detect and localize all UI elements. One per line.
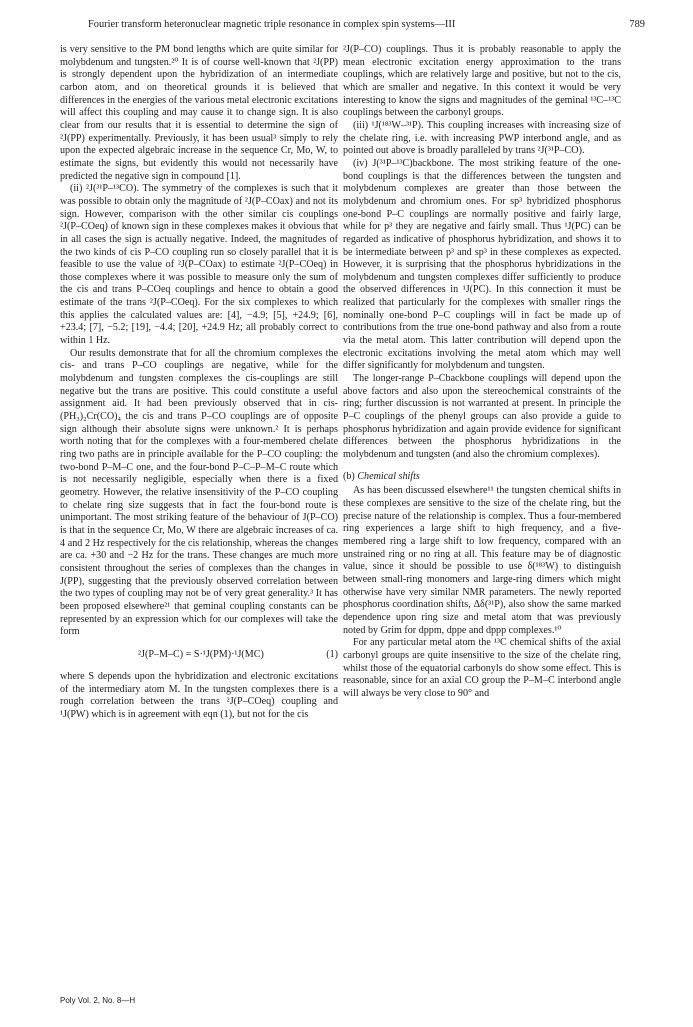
paragraph: where S depends upon the hybridization and electronic excitations of the intermediary atom M. In the tungsten complexes there is a rough correlation between the trans ²J(P–COeq) coupling and ¹J(PW) which is in agreement with eqn (1), but not for the cis — [60, 670, 338, 720]
paragraph: is very sensitive to the PM bond lengths which are quite similar for molybdenum and tungsten.²⁰ It is of course well-known that ²J(PP) is strongly dependent upon the hybridization of an intermediate carbon atom, and on theoretical grounds it is believed that differences in the energies of the various metal electronic excitations will affect this coupling and may cause it to change sign. It is also clear from our results that it is essential to determine the sign of ²J(PP) experimentally. Previously, it has been usual³ simply to rely upon the expected algebraic increase in the sequence Cr, Mo, W, to estimate the signs, but evidently this would not necessarily have predicted the negative sign in compound [1]. — [60, 44, 338, 182]
section-number: (b) — [343, 470, 355, 482]
paragraph: (iv) J(³¹P–¹³C)backbone. The most striking feature of the one-bond couplings is that the differences between the tungsten and molybdenum complexes are greater than those between the molybdenum and chromium ones. For sp³ hybridized phosphorus one-bond P–C couplings are normally positive and fairly large, while for p³ they are negative and fairly small. Thus ¹J(PC) can be regarded as indicative of phosphorus hybridization, and shows it to be intermediate between p³ and sp³ in these complexes as expected. However, it is surprising that the phosphorus hybridizations in the molybdenum and tungsten complexes differ sufficiently to produce the observed differences in ¹J(PC). In this connection it must be realized that particularly for the complexes with smaller rings the nominally one-bond P–C couplings will in fact be made up of contributions from the true one-bond pathway and also from a route via the metal atom. This latter contribution will depend upon the electronic excitations involving the metal atom which may well differ significantly for molybdenum and tungsten. — [343, 157, 621, 372]
left-column — [60, 44, 338, 721]
paragraph: Our results demonstrate that for all the chromium complexes the cis- and trans P–CO couplings are negative, while for the molybdenum and tungsten complexes the cis-couplings are still negative but the trans are positive. This could constitute a useful assignment aid. It had been previously observed that in cis-(PH₃)₂Cr(CO)₄ the cis and trans P–CO couplings are of opposite sign although their absolute signs were unknown.² It is perhaps worth noting that for the complexes with a four-membered chelate ring two paths are in principle available for the P–CO coupling: the two-bond P–M–C one, and the four-bond P–C–P–M–C route which is not necessarily negligible, especially when there is a fixed geometry. However, the relative insensitivity of the P–CO coupling to chelate ring size suggests that in fact the four-bond route is unimportant. The most striking feature of the behaviour of J(P–CO) is that in the sequence Cr, Mo, W there are algebraic increases of ca. 4 and 2 Hz respectively for the cis relationship, whereas the changes are ca. +30 and −2 Hz for the trans. These changes are much more consistent throughout the series of complexes than the changes in J(PP), suggesting that the previously observed correlation between the two types of coupling may not be of very great generality.³ It has been proposed elsewhere²¹ that geminal coupling constants can be represented by an expression which for our complexes will take the form — [60, 347, 338, 638]
paragraph: The longer-range P–Cbackbone couplings will depend upon the above factors and also upon the stereochemical constraints of the ring; further discussion is not warranted at present. In principle the P–C couplings of the phenyl groups can also provide a guide to phosphorus hybridization and again provide evidence for significant differences between the phosphorus hybridizations in the molybdenum and tungsten (and also the chromium complexes). — [343, 373, 621, 460]
section-title: Chemical shifts — [357, 470, 420, 482]
running-header — [60, 18, 645, 32]
equation — [60, 648, 338, 662]
equation-number: (1) — [326, 648, 338, 660]
paragraph: ²J(P–CO) couplings. Thus it is probably reasonable to apply the mean electronic excitation energy approximation to the trans couplings, which are relatively large and positive, but not to the cis, which are smaller and negative. In this context it would be very interesting to know the signs and magnitudes of the geminal ¹³C–¹³C couplings between the carbonyl groups. — [343, 44, 621, 119]
equation-body: ²J(P–M–C) = S·¹J(PM)·¹J(MC) — [138, 648, 264, 660]
paragraph: (ii) ²J(³¹P–¹³CO). The symmetry of the complexes is such that it was possible to obtain only the magnitude of ²J(P–COax) and not its sign. However, comparison with the other similar cis couplings ²J(P–COeq) of known sign in these complexes makes it obvious that in all cases the sign is actually negative. Indeed, the magnitudes of the two kinds of cis P–CO coupling run so closely parallel that it is feasible to use the value of ²J(P–COax) to estimate ²J(P–COeq) in those complexes where it was possible to measure only the sum of the cis and trans P–COeq couplings and hence to obtain a good estimate of the trans ²J(P–COeq). For the six complexes to which this applies the calculated values are: [4], −4.9; [5], +24.9; [6], +23.4; [7], −5.2; [19], −4.4; [20], +24.9 Hz; all probably correct to within 1 Hz. — [60, 183, 338, 347]
footer-note: Poly Vol. 2, No. 8—H — [60, 996, 136, 1005]
running-title: Fourier transform heteronuclear magnetic triple resonance in complex spin systems—III — [88, 19, 456, 30]
page-number: 789 — [629, 19, 645, 30]
paragraph: (iii) ¹J(¹⁸³W–³¹P). This coupling increases with increasing size of the chelate ring, i.e. with increasing PWP interbond angle, and as pointed out above is broadly paralleled by trans ²J(³¹P–CO). — [343, 119, 621, 157]
section-heading — [343, 471, 621, 484]
right-column — [343, 44, 621, 700]
paragraph: For any particular metal atom the ¹³C chemical shifts of the axial carbonyl groups are quite insensitive to the size of the chelate ring, whilst those of the equatorial carbonyls do show some effect. This is reasonable, since for an axial CO group the P–M–C interbond angle will always be very close to 90° and — [343, 637, 621, 699]
paragraph: As has been discussed elsewhere¹¹ the tungsten chemical shifts in these complexes are sensitive to the size of the chelate ring, but the precise nature of the relationship is complex. Thus a four-membered ring experiences a large shift to high frequency, and a five-membered ring a large shift to low frequency, compared with an unstrained ring or no ring at all. This feature may be of diagnostic value, since it should be possible to use δ(¹⁸³W) to distinguish between small-ring monomers and large-ring dimers which might otherwise have very similar NMR parameters. The newly reported phosphorus coordination shifts, Δδ(³¹P), also show the same marked dependence upon ring size and metal atom that was previously noted by Grim for dppm, dppe and dppp complexes.¹⁰ — [343, 485, 621, 636]
